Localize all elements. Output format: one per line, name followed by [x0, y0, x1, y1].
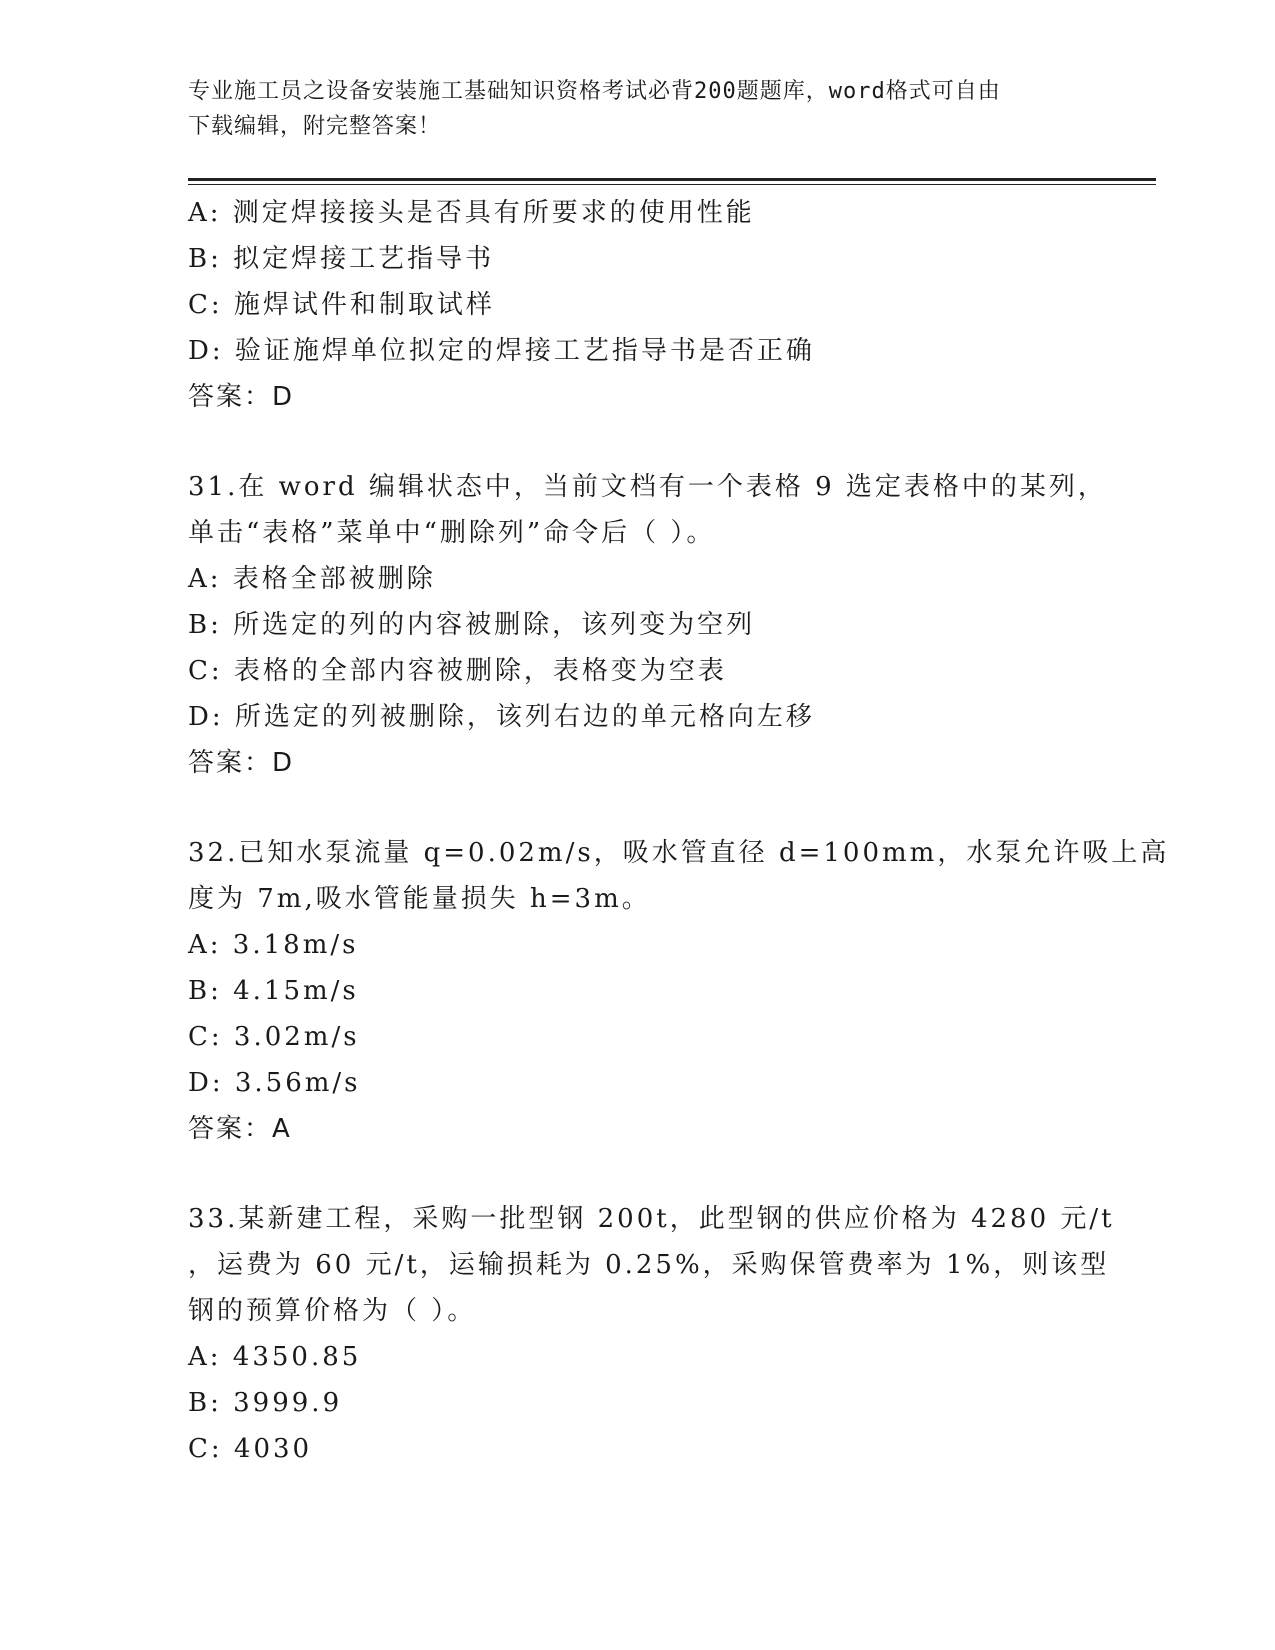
question-32	[188, 830, 1170, 1152]
option-c: C: 4030	[188, 1434, 313, 1464]
option-b: B: 所选定的列的内容被删除，该列变为空列	[188, 610, 756, 640]
option-d: D: 验证施焊单位拟定的焊接工艺指导书是否正确	[188, 336, 815, 366]
spacer	[188, 1152, 1088, 1196]
option-c: C: 施焊试件和制取试样	[188, 290, 495, 320]
question-33	[188, 1196, 1115, 1472]
option-a: A: 测定焊接接头是否具有所要求的使用性能	[188, 198, 755, 228]
answer-line: 答案：D	[188, 382, 295, 412]
header-line-2: 下载编辑，附完整答案！	[188, 114, 442, 139]
document-header	[188, 74, 1068, 144]
option-a: A: 4350.85	[188, 1342, 362, 1372]
question-stem-line: ，运费为 60 元/t，运输损耗为 0.25%，采购保管费率为 1%，则该型	[188, 1250, 1110, 1280]
question-stem-line: 33.某新建工程，采购一批型钢 200t，此型钢的供应价格为 4280 元/t	[188, 1204, 1115, 1234]
answer-line: 答案：A	[188, 1114, 292, 1144]
question-list	[188, 190, 1170, 1472]
header-rule-thick	[188, 178, 1156, 181]
question-stem-line: 32.已知水泵流量 q=0.02m/s，吸水管直径 d=100mm，水泵允许吸上高	[188, 838, 1170, 868]
question-stem-line: 31.在 word 编辑状态中，当前文档有一个表格 9 选定表格中的某列，	[188, 472, 1107, 502]
option-d: D: 所选定的列被删除，该列右边的单元格向左移	[188, 702, 815, 732]
option-b: B: 4.15m/s	[188, 976, 359, 1006]
question-stem-line: 度为 7m,吸水管能量损失 h=3m。	[188, 884, 651, 914]
header-rule-thin	[188, 184, 1156, 185]
option-c: C: 3.02m/s	[188, 1022, 360, 1052]
question-stem-line: 单击“表格”菜单中“删除列”命令后（ ）。	[188, 518, 716, 548]
option-d: D: 3.56m/s	[188, 1068, 361, 1098]
option-c: C: 表格的全部内容被删除，表格变为空表	[188, 656, 727, 686]
answer-line: 答案：D	[188, 748, 295, 778]
spacer	[188, 786, 1088, 830]
option-b: B: 拟定焊接工艺指导书	[188, 244, 495, 274]
question-31	[188, 464, 1107, 786]
option-a: A: 表格全部被删除	[188, 564, 436, 594]
header-line-1: 专业施工员之设备安装施工基础知识资格考试必背200题题库，word格式可自由	[188, 79, 1001, 104]
spacer	[188, 420, 1088, 464]
question-stem-line: 钢的预算价格为（ ）。	[188, 1296, 477, 1326]
question-30	[188, 190, 1088, 420]
option-b: B: 3999.9	[188, 1388, 343, 1418]
option-a: A: 3.18m/s	[188, 930, 359, 960]
